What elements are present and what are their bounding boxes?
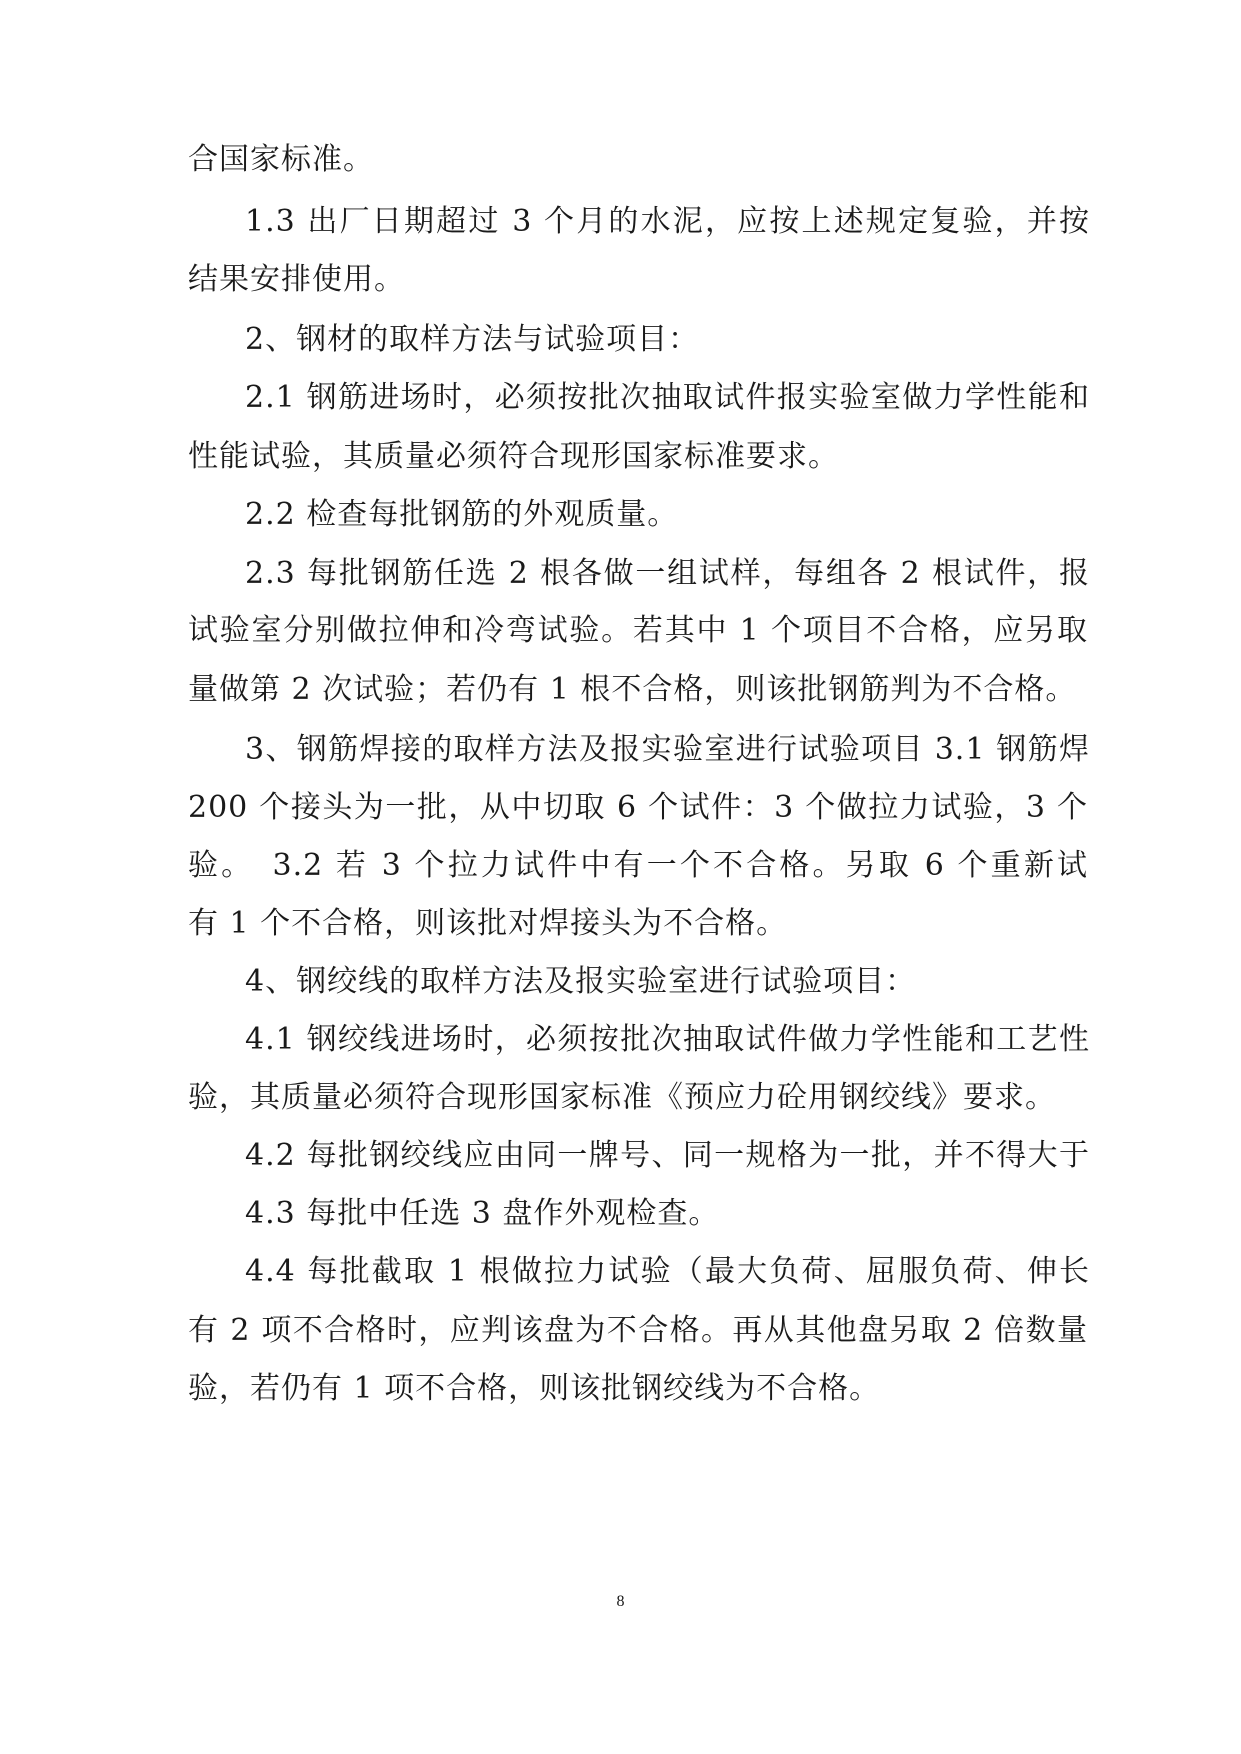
text-line-22: 验，若仍有 1 项不合格，则该批钢绞线为不合格。 <box>188 1371 881 1406</box>
text-line-7: 2.2 检查每批钢筋的外观质量。 <box>245 497 679 532</box>
text-line-21: 有 2 项不合格时，应判该盘为不合格。再从其他盘另取 2 倍数量 <box>188 1313 1088 1348</box>
text-line-10: 量做第 2 次试验；若仍有 1 根不合格，则该批钢筋判为不合格。 <box>188 672 1077 707</box>
text-line-6: 性能试验，其质量必须符合现形国家标准要求。 <box>188 439 839 474</box>
text-line-14: 有 1 个不合格，则该批对焊接头为不合格。 <box>188 906 788 941</box>
text-line-5: 2.1 钢筋进场时，必须按批次抽取试件报实验室做力学性能和 <box>245 380 1090 415</box>
text-line-9: 试验室分别做拉伸和冷弯试验。若其中 1 个项目不合格，应另取 <box>188 613 1088 648</box>
text-line-17: 验，其质量必须符合现形国家标准《预应力砼用钢绞线》要求。 <box>188 1080 1056 1115</box>
text-line-20: 4.4 每批截取 1 根做拉力试验（最大负荷、屈服负荷、伸长 <box>245 1254 1090 1289</box>
text-line-8: 2.3 每批钢筋任选 2 根各做一组试样，每组各 2 根试件，报 <box>245 556 1090 591</box>
text-line-3: 结果安排使用。 <box>188 262 405 297</box>
text-line-2: 1.3 出厂日期超过 3 个月的水泥，应按上述规定复验，并按 <box>245 204 1090 239</box>
text-line-18: 4.2 每批钢绞线应由同一牌号、同一规格为一批，并不得大于 <box>245 1138 1090 1173</box>
section-heading-strand: 4、钢绞线的取样方法及报实验室进行试验项目： <box>245 964 917 999</box>
section-heading-steel: 2、钢材的取样方法与试验项目： <box>245 322 700 357</box>
text-line-12: 200 个接头为一批，从中切取 6 个试件：3 个做拉力试验，3 个 <box>188 790 1088 825</box>
text-line-1: 合国家标准。 <box>188 142 374 177</box>
text-line-16: 4.1 钢绞线进场时，必须按批次抽取试件做力学性能和工艺性 <box>245 1022 1090 1057</box>
section-heading-welding: 3、钢筋焊接的取样方法及报实验室进行试验项目 3.1 钢筋焊 <box>245 732 1090 767</box>
text-line-13: 验。 3.2 若 3 个拉力试件中有一个不合格。另取 6 个重新试 <box>188 848 1088 883</box>
page-number: 8 <box>616 1593 625 1610</box>
text-line-19: 4.3 每批中任选 3 盘作外观检查。 <box>245 1196 720 1231</box>
